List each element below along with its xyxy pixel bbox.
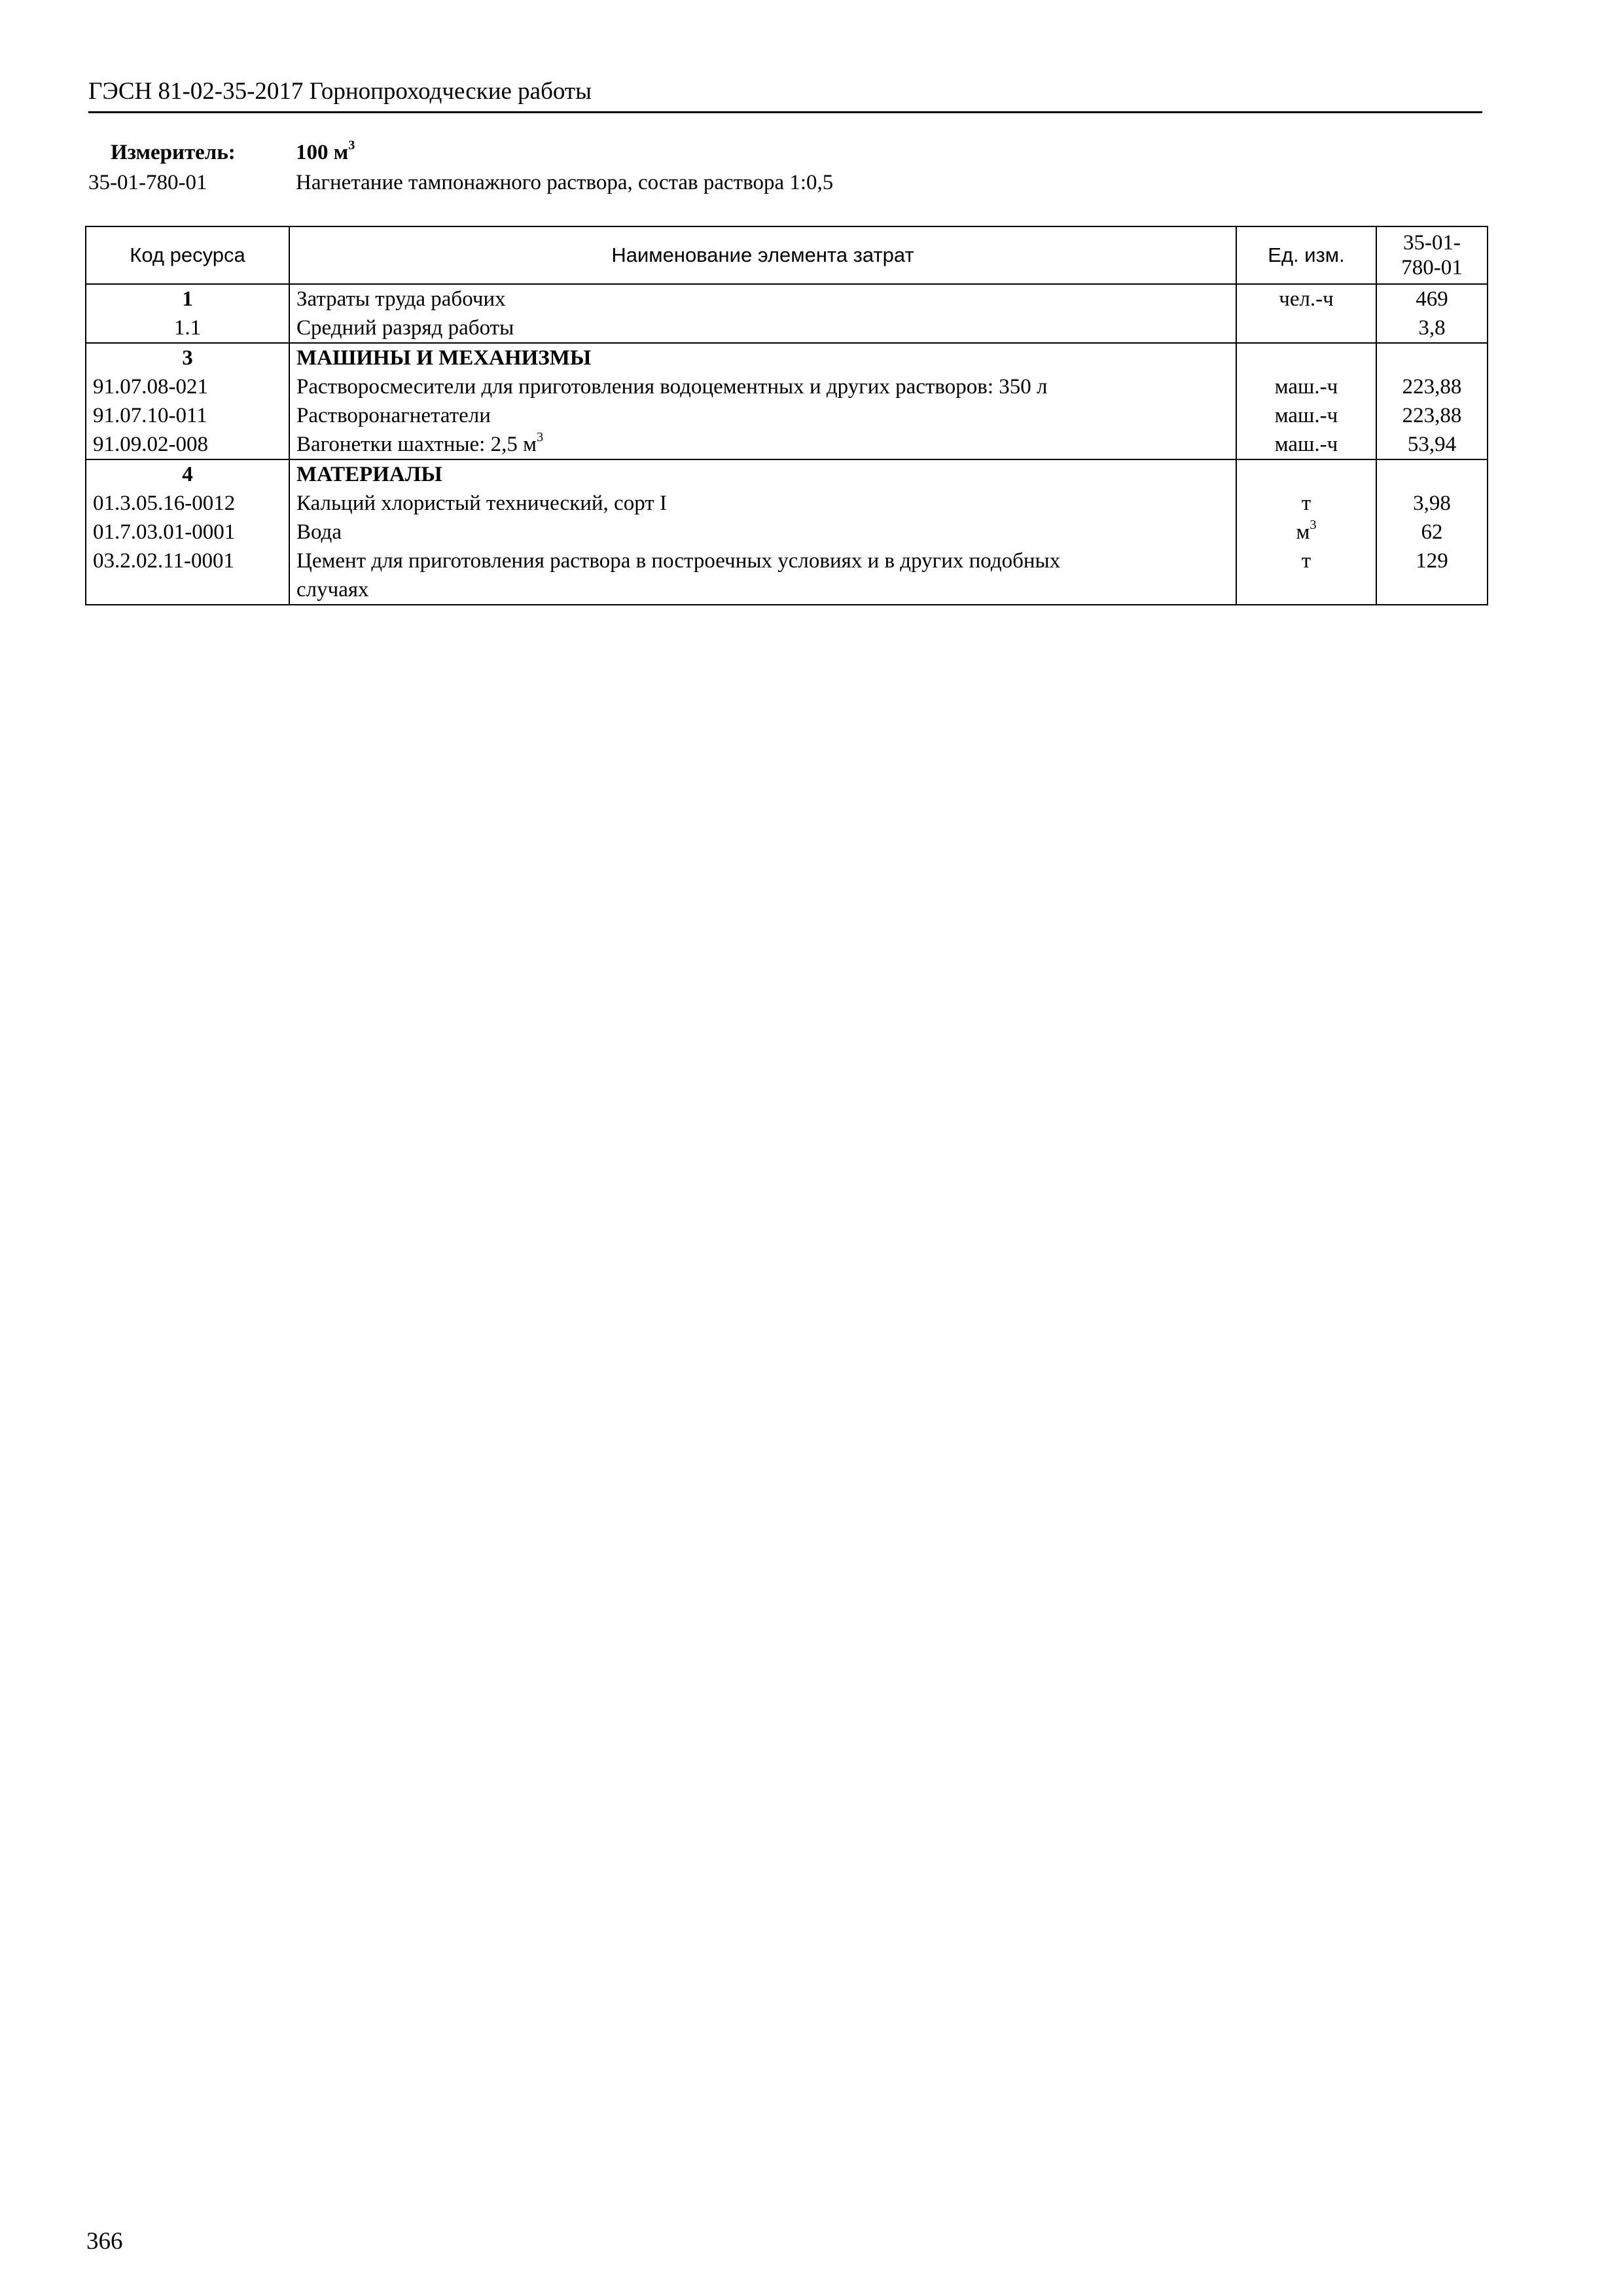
section-title: МАШИНЫ И МЕХАНИЗМЫ [289, 343, 1236, 372]
row-name: Растворонагнетатели [289, 401, 1236, 430]
header-value: 35-01- 780-01 [1376, 226, 1488, 284]
row-name: Растворосмесители для приготовления водоцементных и других растворов: 350 л [289, 372, 1236, 401]
table-header-row [86, 226, 1488, 284]
table-row [86, 547, 1488, 575]
row-value: 223,88 [1376, 401, 1488, 430]
section-row [86, 459, 1488, 489]
row-value [1376, 343, 1488, 372]
row-unit [1236, 459, 1376, 489]
measure-label: Измеритель: [111, 141, 236, 164]
row-unit [1236, 314, 1376, 343]
row-code: 91.09.02-008 [86, 430, 289, 459]
row-value: 62 [1376, 518, 1488, 547]
section-row [86, 343, 1488, 372]
row-name: Цемент для приготовления раствора в построечных условиях и в других подобных [289, 547, 1236, 575]
row-unit: маш.-ч [1236, 430, 1376, 459]
row-unit: т [1236, 489, 1376, 518]
section-title: МАТЕРИАЛЫ [289, 459, 1236, 489]
row-value: 129 [1376, 547, 1488, 575]
table-row [86, 430, 1488, 459]
row-code: 1.1 [86, 314, 289, 343]
section-code: 3 [86, 343, 289, 372]
table-row [86, 284, 1488, 314]
row-name: Вода [289, 518, 1236, 547]
row-name: Вагонетки шахтные: 2,5 $м^3$ [289, 430, 1236, 459]
row-value [1376, 575, 1488, 605]
header-name: Наименование элемента затрат [289, 226, 1236, 284]
row-unit [1236, 343, 1376, 372]
row-code: 1 [86, 284, 289, 314]
row-name: Кальций хлористый технический, сорт I [289, 489, 1236, 518]
row-name: Затраты труда рабочих [289, 284, 1236, 314]
row-value: 3,98 [1376, 489, 1488, 518]
document-title: ГЭСН 81-02-35-2017 Горнопроходческие работы [88, 78, 592, 105]
measure-value: 100 $м^3$ [296, 137, 355, 164]
row-unit: $м^3$ [1236, 518, 1376, 547]
table-row [86, 314, 1488, 343]
row-unit [1236, 575, 1376, 605]
row-unit: т [1236, 547, 1376, 575]
document-header [88, 77, 1482, 113]
table-row [86, 518, 1488, 547]
row-code: 01.7.03.01-0001 [86, 518, 289, 547]
header-code: Код ресурса [86, 226, 289, 284]
table-row-continuation [86, 575, 1488, 605]
row-name: случаях [289, 575, 1236, 605]
row-name: Средний разряд работы [289, 314, 1236, 343]
row-code: 03.2.02.11-0001 [86, 547, 289, 575]
row-value: 469 [1376, 284, 1488, 314]
row-code: 91.07.08-021 [86, 372, 289, 401]
section-code: 4 [86, 459, 289, 489]
row-value [1376, 459, 1488, 489]
table-row [86, 489, 1488, 518]
row-value: 53,94 [1376, 430, 1488, 459]
row-unit: маш.-ч [1236, 372, 1376, 401]
table-row [86, 401, 1488, 430]
row-value: 3,8 [1376, 314, 1488, 343]
row-code: 91.07.10-011 [86, 401, 289, 430]
row-code [86, 575, 289, 605]
row-code: 01.3.05.16-0012 [86, 489, 289, 518]
resource-table [85, 226, 1488, 605]
norm-description: Нагнетание тампонажного раствора, состав раствора 1:0,5 [296, 171, 834, 194]
row-unit: чел.-ч [1236, 284, 1376, 314]
table-row [86, 372, 1488, 401]
page-number: 366 [86, 2228, 123, 2255]
row-unit: маш.-ч [1236, 401, 1376, 430]
row-value: 223,88 [1376, 372, 1488, 401]
norm-code: 35-01-780-01 [88, 171, 207, 194]
header-unit: Ед. изм. [1236, 226, 1376, 284]
